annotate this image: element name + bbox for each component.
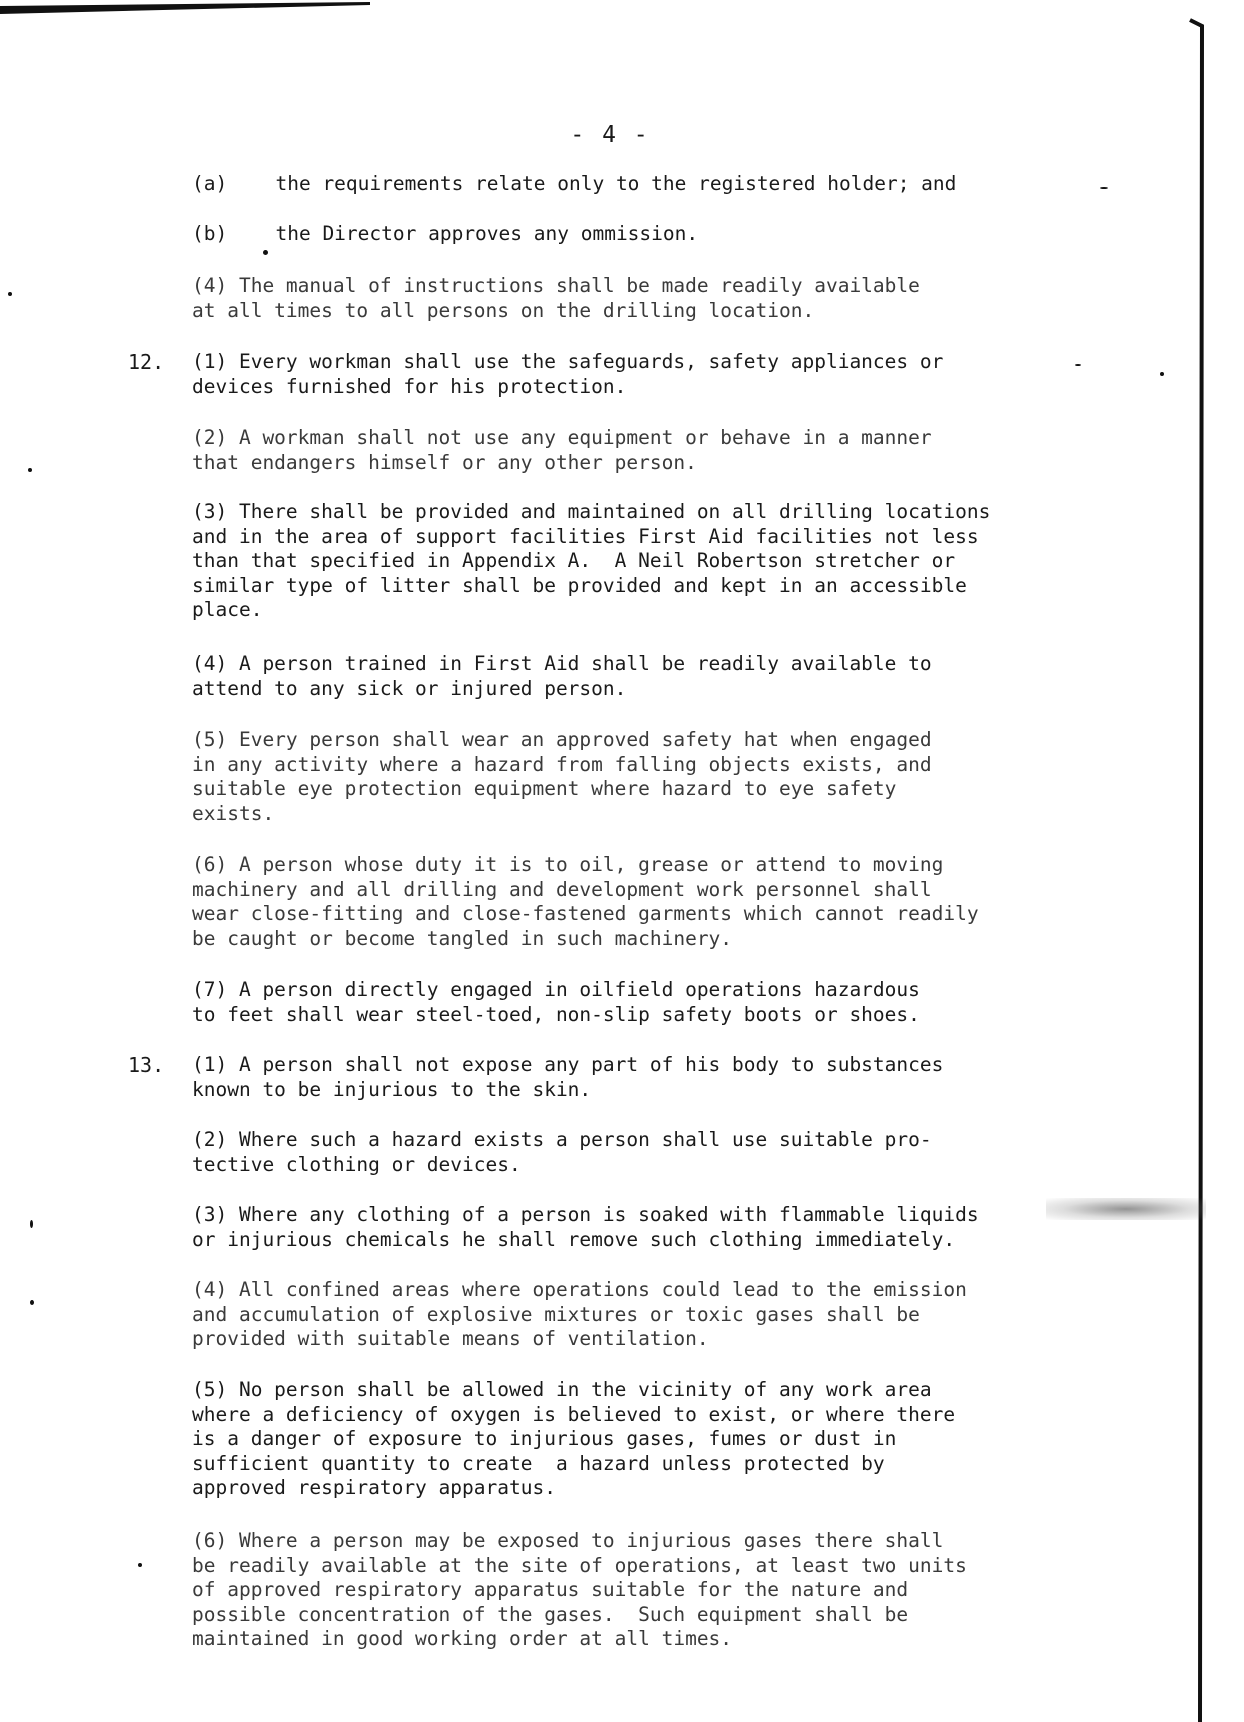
clause-b-label: (b) xyxy=(192,222,228,245)
line: (2) Where such a hazard exists a person shall use suitable pro- xyxy=(192,1128,932,1151)
line: wear close-fitting and close-fastened garments which cannot readily xyxy=(192,902,979,925)
line: (4) The manual of instructions shall be made readily available xyxy=(192,274,920,297)
scan-right-edge-mark xyxy=(1180,0,1210,1722)
scan-speck xyxy=(1160,372,1164,376)
line: sufficient quantity to create a hazard unless protected by xyxy=(192,1451,885,1475)
line: than that specified in Appendix A. A Neil Robertson stretcher or xyxy=(192,549,956,572)
line: where a deficiency of oxygen is believed to exist, or where there xyxy=(192,1402,956,1426)
line: similar type of litter shall be provided and kept in an accessible xyxy=(192,573,967,597)
line: (6) Where a person may be exposed to injurious gases there shall xyxy=(192,1529,944,1552)
line: possible concentration of the gases. Such equipment shall be xyxy=(192,1602,909,1626)
line: maintained in good working order at all times. xyxy=(192,1627,733,1650)
line: (1) A person shall not expose any part of his body to substances xyxy=(192,1053,944,1076)
line: (4) All confined areas where operations could lead to the emission xyxy=(192,1278,967,1301)
scan-speck xyxy=(138,1563,142,1567)
scan-speck xyxy=(30,1220,33,1228)
line: (3) There shall be provided and maintained on all drilling locations xyxy=(192,500,991,523)
line: approved respiratory apparatus. xyxy=(192,1476,556,1499)
line: of approved respiratory apparatus suitable for the nature and xyxy=(192,1578,909,1601)
subsection-13-5 xyxy=(192,1378,955,1501)
line: at all times to all persons on the drilling location. xyxy=(192,298,815,322)
line: tective clothing or devices. xyxy=(192,1152,521,1176)
line: exists. xyxy=(192,801,275,825)
section-number-12: 12. xyxy=(128,350,165,374)
line: devices furnished for his protection. xyxy=(192,374,627,398)
scan-speck xyxy=(8,292,12,296)
scan-smudge xyxy=(1046,1198,1206,1220)
line: (1) Every workman shall use the safeguards, safety appliances or xyxy=(192,350,944,373)
scan-speck xyxy=(1075,364,1081,366)
line: in any activity where a hazard from falling objects exists, and xyxy=(192,752,932,776)
line: known to be injurious to the skin. xyxy=(192,1077,592,1101)
line: machinery and all drilling and development work personnel shall xyxy=(192,877,932,901)
scan-speck xyxy=(263,250,268,255)
line: and in the area of support facilities First Aid facilities not less xyxy=(192,524,979,548)
line: or injurious chemicals he shall remove such clothing immediately. xyxy=(192,1227,956,1251)
line: (5) No person shall be allowed in the vicinity of any work area xyxy=(192,1378,932,1401)
page-number: - 4 - xyxy=(570,122,650,148)
scan-speck xyxy=(1100,187,1108,189)
clause-a xyxy=(192,172,956,197)
line: place. xyxy=(192,598,263,621)
clause-b-text: the Director approves any ommission. xyxy=(252,222,699,245)
scan-speck xyxy=(30,1300,34,1305)
subsection-13-3 xyxy=(192,1203,979,1252)
clause-b xyxy=(192,222,698,247)
line: (6) A person whose duty it is to oil, grease or attend to moving xyxy=(192,853,944,876)
subsection-13-2 xyxy=(192,1128,932,1177)
line: and accumulation of explosive mixtures or toxic gases shall be xyxy=(192,1302,920,1326)
line: provided with suitable means of ventilation. xyxy=(192,1327,709,1350)
scan-top-edge-mark xyxy=(0,0,370,20)
subsection-12-2 xyxy=(192,426,932,475)
line: (7) A person directly engaged in oilfield operations hazardous xyxy=(192,978,920,1001)
line: that endangers himself or any other person. xyxy=(192,450,697,474)
line: to feet shall wear steel-toed, non-slip safety boots or shoes. xyxy=(192,1002,920,1026)
subsection-13-4 xyxy=(192,1278,967,1352)
line: be readily available at the site of operations, at least two units xyxy=(192,1553,967,1577)
line: be caught or become tangled in such machinery. xyxy=(192,926,733,950)
line: (4) A person trained in First Aid shall be readily available to xyxy=(192,652,932,675)
section-number-13: 13. xyxy=(128,1053,165,1077)
line: suitable eye protection equipment where hazard to eye safety xyxy=(192,777,897,800)
line: attend to any sick or injured person. xyxy=(192,676,627,700)
line: (5) Every person shall wear an approved safety hat when engaged xyxy=(192,728,932,751)
subsection-12-4 xyxy=(192,652,932,701)
line: (3) Where any clothing of a person is soaked with flammable liquids xyxy=(192,1203,979,1226)
line: (2) A workman shall not use any equipment or behave in a manner xyxy=(192,426,932,449)
subsection-13-1 xyxy=(192,1053,943,1102)
subsection-13-6 xyxy=(192,1529,967,1652)
line: is a danger of exposure to injurious gases, fumes or dust in xyxy=(192,1427,897,1450)
subsection-12-7 xyxy=(192,978,920,1027)
subsection-12-3 xyxy=(192,500,990,623)
clause-a-label: (a) xyxy=(192,172,228,195)
subsection-12-1 xyxy=(192,350,943,399)
clause-a-text: the requirements relate only to the registered holder; and xyxy=(252,172,957,195)
subsection-12-5 xyxy=(192,728,932,826)
scan-speck xyxy=(28,468,32,472)
subsection-12-6 xyxy=(192,853,979,951)
subsection-11-4 xyxy=(192,274,920,323)
